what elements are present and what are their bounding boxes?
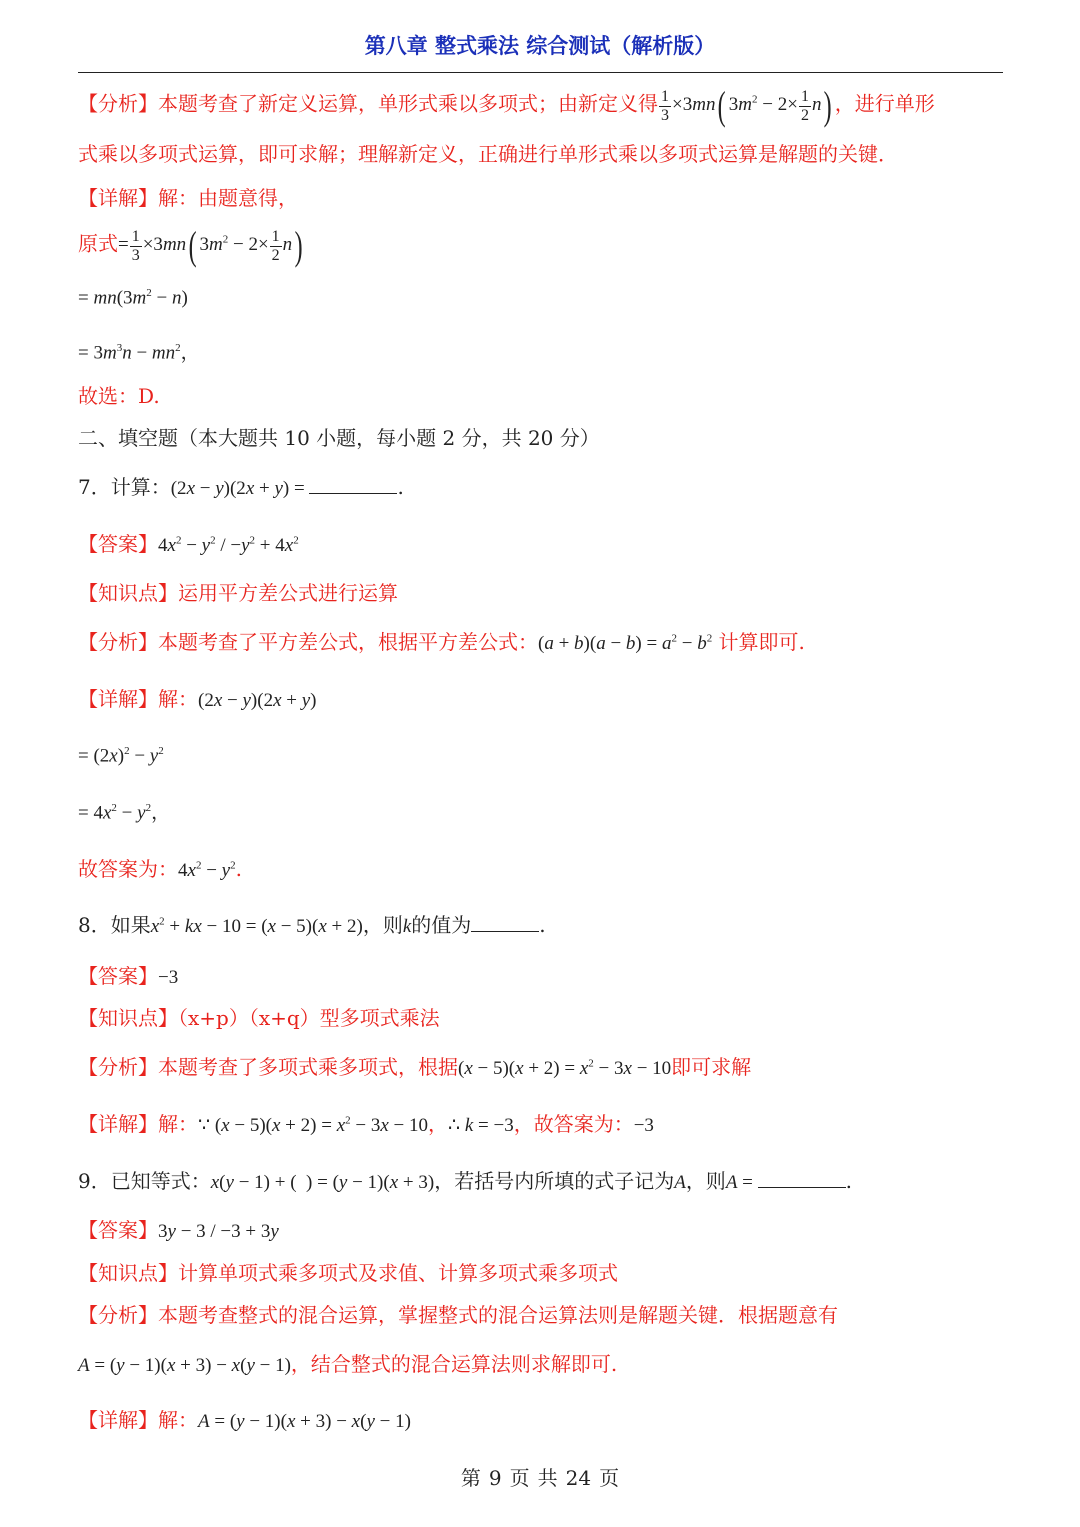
analysis-text: ，进行单形 xyxy=(834,91,935,116)
footer-text: 第 xyxy=(460,1466,481,1490)
q9-knowledge xyxy=(78,1263,618,1283)
detail-tag: 【详解】 xyxy=(78,186,158,210)
analysis-text: 本题考查整式的混合运算，掌握整式的混合运算法则是解题关键．根据题意有 xyxy=(158,1303,838,1327)
q9-analysis xyxy=(78,1305,838,1325)
orig-label: 原式 xyxy=(78,231,118,256)
q7-final: 故答案为：$4x^2 - y^2$. xyxy=(78,857,242,881)
q7-step2: = $4x^2 - y^2$， xyxy=(78,802,171,824)
knowledge-tag: 【知识点】 xyxy=(78,581,178,605)
q7-answer: 【答案】$4x^2 - y^2 / -y^2 + 4x^2$ xyxy=(78,532,299,556)
q9-detail: 【详解】解：A = (y − 1)(x + 3) − x(y − 1) xyxy=(78,1408,411,1432)
q6-conclusion: 故选：D. xyxy=(78,384,160,408)
final-label: 故答案为： xyxy=(533,1112,634,1136)
q8-mid: ，则 xyxy=(362,913,403,937)
analysis-tag: 【分析】 xyxy=(78,630,158,654)
detail-text: 解： xyxy=(158,1408,198,1432)
q8-detail: 【详解】解：∵ $(x - 5)(x + 2) = x^2 - 3x - 10$，∴ k = −3，故答案为：−3 xyxy=(78,1112,654,1136)
analysis-tag: 【分析】 xyxy=(78,91,158,116)
footer-text: 共 xyxy=(537,1466,558,1490)
page-number: 9 xyxy=(488,1466,502,1490)
q7-step1: = $(2x)^2 - y^2$ xyxy=(78,745,164,767)
analysis-text: 本题考查了平方差公式，根据平方差公式： xyxy=(158,630,538,654)
total-pages: 24 xyxy=(565,1466,592,1490)
q6-analysis-cont: 式乘以多项式运算，即可求解；理解新定义，正确进行单形式乘以多项式运算是解题的关键． xyxy=(78,142,898,166)
answer-tag: 【答案】 xyxy=(78,532,158,556)
final-label: 故答案为： xyxy=(78,857,178,881)
q7-prefix: 7．计算： xyxy=(78,475,171,499)
answer-blank xyxy=(758,1171,846,1188)
q7-detail: 【详解】解：(2x − y)(2x + y) xyxy=(78,687,317,711)
knowledge-tag: 【知识点】 xyxy=(78,1261,178,1285)
q9-mid: ，若括号内所填的式子记为 xyxy=(434,1169,675,1193)
detail-text: 解： xyxy=(158,687,198,711)
q7-knowledge xyxy=(78,583,398,603)
q6-step3: = $3m^3n - mn^2$， xyxy=(78,342,200,364)
answer-value: −3 xyxy=(158,967,179,988)
math-expression: $\frac{1}{3}$ ×3mn( $3m^2 - 2\times$ $\frac{1}{2}$ n) xyxy=(661,83,833,128)
detail-tag: 【详解】 xyxy=(78,687,158,711)
footer-text: 页 xyxy=(509,1466,530,1490)
detail-tag: 【详解】 xyxy=(78,1112,158,1136)
page-footer xyxy=(0,1462,1080,1491)
knowledge-text: 计算单项式乘多项式及求值、计算多项式乘多项式 xyxy=(178,1261,618,1285)
detail-tag: 【详解】 xyxy=(78,1408,158,1432)
analysis-end: 计算即可. xyxy=(718,630,805,654)
knowledge-tag: 【知识点】 xyxy=(78,1006,178,1030)
q9-prefix: 9．已知等式： xyxy=(78,1169,211,1193)
q8-answer xyxy=(78,966,178,987)
analysis-end: 即可求解 xyxy=(671,1055,752,1079)
q9-answer: 【答案】3y − 3 / −3 + 3y xyxy=(78,1218,279,1242)
analysis-text: 本题考查了新定义运算，单形式乘以多项式；由新定义得 xyxy=(158,91,658,116)
analysis-tag: 【分析】 xyxy=(78,1055,158,1079)
q9-mid2: ，则 xyxy=(685,1169,726,1193)
page-header-title: 第八章 整式乘法 综合测试（解析版） xyxy=(364,34,716,58)
q7-analysis: 【分析】本题考查了平方差公式，根据平方差公式：$(a + b)(a - b) = a^2 - b^2$ 计算即可. xyxy=(78,630,805,654)
detail-text: 解：由题意得， xyxy=(158,186,298,210)
q8-analysis: 【分析】本题考查了多项式乘多项式，根据$(x - 5)(x + 2) = x^2 - 3x - 10$即可求解 xyxy=(78,1055,752,1079)
header-rule xyxy=(78,72,1003,73)
section-title: 二、填空题（本大题共 10 小题，每小题 2 分，共 20 分） xyxy=(78,426,600,450)
q6-step1: 原式= $\frac{1}{3}$ ×3mn( $3m^2 - 2\times$ $\frac{1}{2}$ n) xyxy=(78,223,303,268)
knowledge-text: 运用平方差公式进行运算 xyxy=(178,581,398,605)
q8-knowledge xyxy=(78,1008,440,1028)
q7-question: 7．计算：(2x − y)(2x + y) = . xyxy=(78,475,404,499)
q8-prefix: 8．如果 xyxy=(78,913,151,937)
answer-tag: 【答案】 xyxy=(78,1218,158,1242)
detail-text: 解： xyxy=(158,1112,198,1136)
footer-text: 页 xyxy=(599,1466,620,1490)
answer-blank xyxy=(471,915,539,932)
q6-step2: = $mn(3m^2 - n)$ xyxy=(78,287,188,309)
knowledge-text: （x+p）（x+q）型多项式乘法 xyxy=(178,1006,440,1030)
q9-analysis-cont: A = (y − 1)(x + 3) − x(y − 1)，结合整式的混合运算法则求解即可. xyxy=(78,1352,618,1376)
q9-question: 9．已知等式：x(y − 1) + ( ) = (y − 1)(x + 3)，若括号内所填的式子记为A，则A = . xyxy=(78,1169,852,1193)
answer-blank xyxy=(309,477,397,494)
q6-detail xyxy=(78,188,298,208)
q8-suffix: 的值为 xyxy=(411,913,472,937)
analysis-end: ，结合整式的混合运算法则求解即可. xyxy=(290,1352,618,1376)
analysis-text: 本题考查了多项式乘多项式，根据 xyxy=(158,1055,458,1079)
answer-tag: 【答案】 xyxy=(78,964,158,988)
q6-analysis xyxy=(78,83,935,128)
analysis-tag: 【分析】 xyxy=(78,1303,158,1327)
q8-question: 8．如果$x^2$ + kx − 10 = (x − 5)(x + 2)，则k的值为 . xyxy=(78,913,546,937)
